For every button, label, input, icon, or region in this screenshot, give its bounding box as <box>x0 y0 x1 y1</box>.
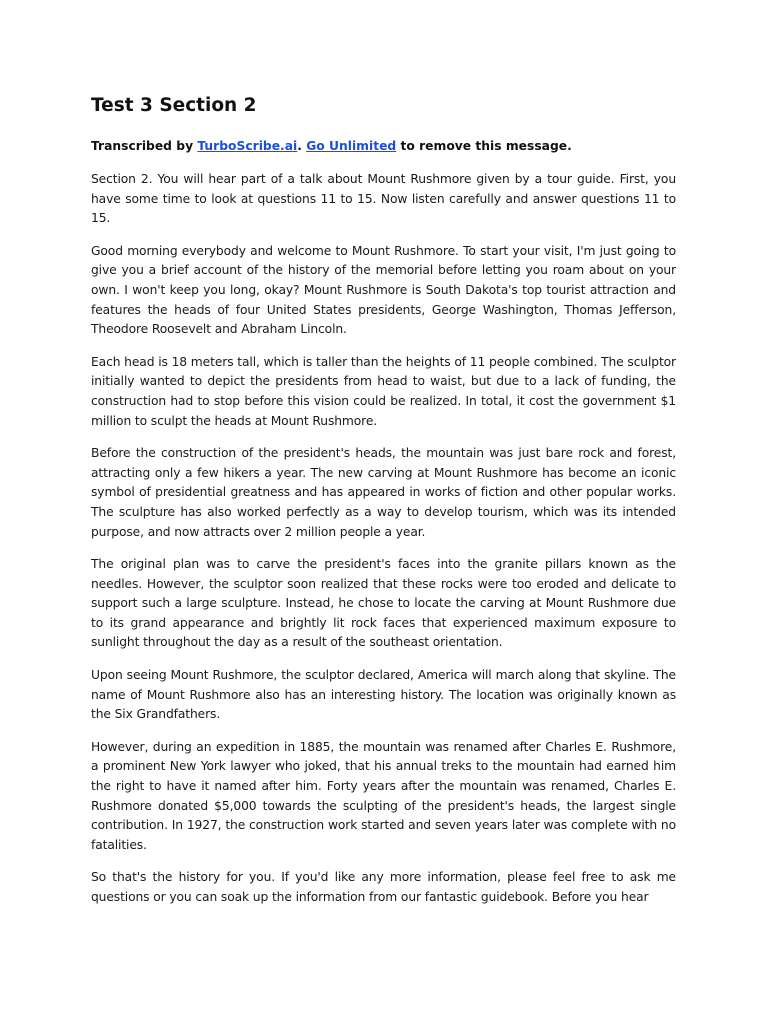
paragraph-5: The original plan was to carve the president's faces into the granite pillars known as the needles. However, the sculptor soon realized that these rocks were too eroded and delicate to support such a large sculpture. Instead, he chose to locate the carving at Mount Rushmore due to its grand appearance and brightly lit rock faces that experienced maximum exposure to sunlight throughout the day as a result of the southeast orientation. <box>91 557 676 650</box>
paragraph-3: Each head is 18 meters tall, which is taller than the heights of 11 people combined. The sculptor initially wanted to depict the presidents from head to waist, but due to a lack of funding, the construction had to stop before this vision could be realized. In total, it cost the government $1 million to sculpt the heads at Mount Rushmore. <box>91 354 676 428</box>
transcription-credit <box>91 136 676 156</box>
turboscribe-link[interactable]: TurboScribe.ai <box>197 139 298 153</box>
go-unlimited-link[interactable]: Go Unlimited <box>306 139 397 153</box>
credit-prefix: Transcribed by <box>91 139 198 153</box>
paragraph-1: Section 2. You will hear part of a talk about Mount Rushmore given by a tour guide. First, you have some time to look at questions 11 to 15. Now listen carefully and answer questions 11 to 15. <box>91 172 676 226</box>
document-title: Test 3 Section 2 <box>91 95 257 116</box>
paragraph-2: Good morning everybody and welcome to Mount Rushmore. To start your visit, I'm just going to give you a brief account of the history of the memorial before letting you roam about on your own. I won't keep you long, okay? Mount Rushmore is South Dakota's top tourist attraction and features the heads of four United States presidents, George Washington, Thomas Jefferson, Theodore Roosevelt and Abraham Lincoln. <box>91 243 676 337</box>
paragraph-4: Before the construction of the president's heads, the mountain was just bare rock and forest, attracting only a few hikers a year. The new carving at Mount Rushmore has become an iconic symbol of presidential greatness and has appeared in works of fiction and other popular works. The sculpture has also worked perfectly as a way to develop tourism, which was its intended purpose, and now attracts over 2 million people a year. <box>91 446 676 539</box>
paragraph-7: However, during an expedition in 1885, the mountain was renamed after Charles E. Rushmore, a prominent New York lawyer who joked, that his annual treks to the mountain had earned him the right to have it named after him. Forty years after the mountain was renamed, Charles E. Rushmore donated $5,000 towards the sculpting of the president's heads, the largest single contribution. In 1927, the construction work started and seven years later was complete with no fatalities. <box>91 739 676 852</box>
paragraph-6: Upon seeing Mount Rushmore, the sculptor declared, America will march along that skyline. The name of Mount Rushmore also has an interesting history. The location was originally known as the Six Grandfathers. <box>91 668 676 722</box>
paragraph-8: So that's the history for you. If you'd like any more information, please feel free to ask me questions or you can soak up the information from our fantastic guidebook. Before you hear <box>91 870 676 904</box>
credit-separator: . <box>297 139 307 153</box>
credit-suffix: to remove this message. <box>396 139 572 153</box>
document-page <box>91 92 676 921</box>
